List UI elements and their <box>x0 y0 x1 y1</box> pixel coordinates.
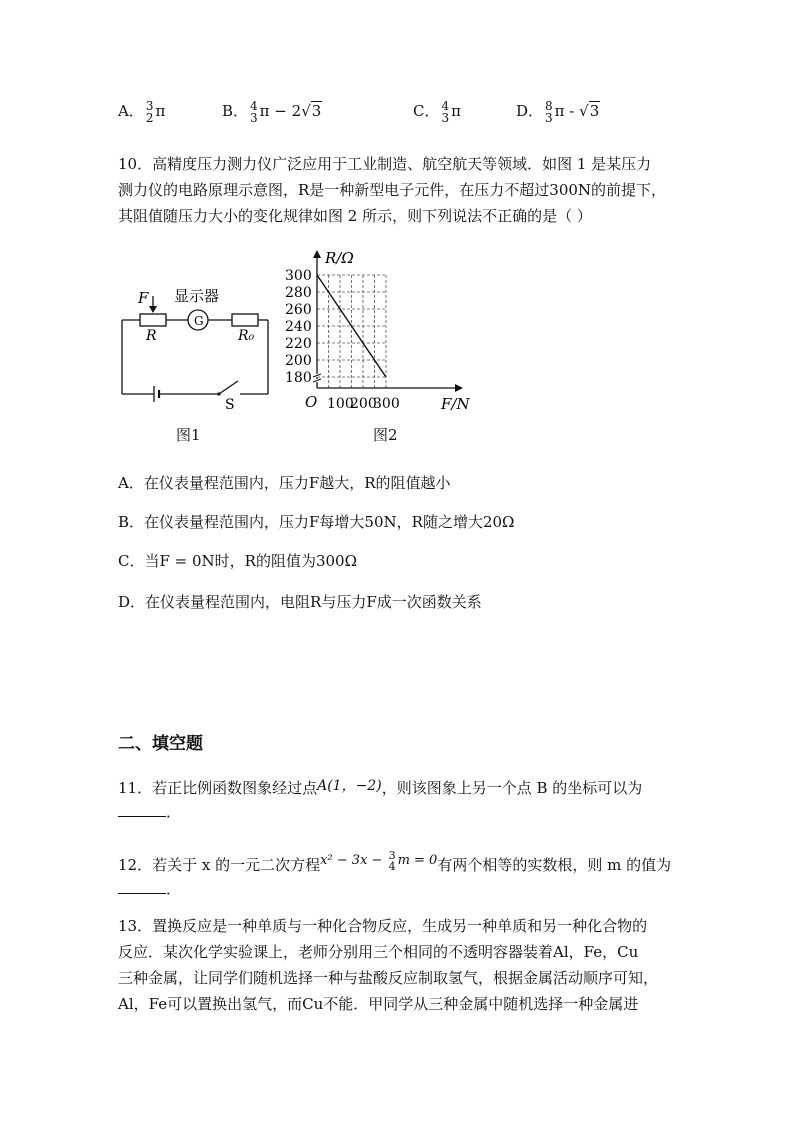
q13-line-2: 反应．某次化学实验课上，老师分别用三个相同的不透明容器装着Al，Fe，Cu <box>118 943 639 961</box>
expr: π − 2 <box>259 102 302 120</box>
y-tick-label: 180 <box>285 370 312 386</box>
resistor-r <box>140 314 166 326</box>
y-tick-label: 300 <box>285 268 312 284</box>
label-f: F <box>138 289 149 307</box>
q11-text: 11．若正比例函数图象经过点 <box>118 779 318 797</box>
fraction <box>250 100 258 124</box>
denominator: 3 <box>250 111 258 125</box>
y-axis-label: R/Ω <box>325 249 354 267</box>
option-b-label: B． <box>222 102 249 120</box>
q13-line-4: Al，Fe可以置换出氢气，而Cu不能．甲同学从三种金属中随机选择一种金属进 <box>118 995 639 1013</box>
chart-grid <box>317 275 386 388</box>
numerator: 8 <box>545 99 553 113</box>
denominator: 4 <box>388 859 396 873</box>
q10-option-d: D．在仪表量程范围内，电阻R与压力F成一次函数关系 <box>118 593 482 611</box>
q11-end: ． <box>166 803 182 821</box>
figure-1-caption: 图1 <box>176 426 201 444</box>
eq-part: x² − 3x − <box>320 853 387 868</box>
option-a <box>118 100 165 124</box>
numerator: 4 <box>441 99 450 113</box>
answer-blank[interactable] <box>118 879 166 894</box>
option-c <box>413 100 461 124</box>
pi: π <box>155 102 166 120</box>
denominator: 3 <box>545 111 553 125</box>
q12-line-1 <box>118 848 671 878</box>
label-s: S <box>225 397 235 410</box>
radicand: 3 <box>311 102 322 120</box>
numerator: 3 <box>388 848 396 862</box>
q10-line-2: 测力仪的电路原理示意图，R是一种新型电子元件，在压力不超过300N的前提下， <box>118 181 667 199</box>
section-title: 二、填空题 <box>118 734 203 754</box>
q12-equation <box>320 848 438 873</box>
y-tick-label: 220 <box>285 336 312 352</box>
label-display: 显示器 <box>174 287 220 305</box>
option-d-label: D． <box>516 102 544 120</box>
sqrt-sign: √ <box>301 102 311 120</box>
y-tick-label: 280 <box>285 285 312 301</box>
eq-part: m = 0 <box>397 853 438 868</box>
q12-text: 12．若关于 x 的一元二次方程 <box>118 856 321 874</box>
eq-fraction <box>389 850 396 872</box>
q10-option-a: A．在仪表量程范围内，压力F越大，R的阻值越小 <box>118 474 451 492</box>
fraction <box>441 100 449 124</box>
option-c-label: C． <box>413 102 440 120</box>
x-tick-label: 100 <box>327 396 354 412</box>
force-arrow <box>149 306 157 313</box>
answer-blank[interactable] <box>118 802 166 817</box>
q10-option-c: C．当F = 0N时，R的阻值为300Ω <box>118 552 358 570</box>
y-tick-label: 240 <box>285 319 312 335</box>
figure-2-caption: 图2 <box>373 426 398 444</box>
denominator: 3 <box>441 111 450 125</box>
radicand: 3 <box>589 102 600 120</box>
resistor-r0 <box>232 314 258 326</box>
q11-rest: ，则该图象上另一个点 B 的坐标可以为 <box>381 779 643 797</box>
numerator: 4 <box>250 99 258 113</box>
label-r0: R₀ <box>238 328 255 344</box>
fraction <box>545 100 553 124</box>
origin-label: O <box>305 393 318 411</box>
q10-option-b: B．在仪表量程范围内，压力F每增大50N，R随之增大20Ω <box>118 513 515 531</box>
numerator: 3 <box>145 99 154 113</box>
option-b <box>222 100 322 124</box>
fraction <box>146 100 154 124</box>
circuit-diagram <box>110 280 280 410</box>
q10-line-1: 10．高精度压力测力仪广泛应用于工业制造、航空航天等领域．如图 1 是某压力 <box>118 155 652 173</box>
x-axis-arrow <box>455 384 463 392</box>
q11-line-2 <box>118 799 181 825</box>
y-axis-arrow <box>313 250 321 258</box>
q11-line-1 <box>118 773 642 801</box>
x-tick-label: 200 <box>350 396 377 412</box>
y-tick-label: 200 <box>285 353 312 369</box>
q12-line-2 <box>118 876 181 902</box>
q13-line-3: 三种金属，让同学们随机选择一种与盐酸反应制取氢气，根据金属活动顺序可知， <box>118 969 659 987</box>
switch-lever <box>219 381 238 394</box>
pi: π <box>451 102 461 120</box>
option-d <box>516 100 600 124</box>
x-tick-label: 300 <box>373 396 400 412</box>
option-a-label: A． <box>118 102 144 120</box>
q13-line-1: 13．置换反应是一种单质与一种化合物反应，生成另一种单质和另一种化合物的 <box>118 917 648 935</box>
q12-rest: 有两个相等的实数根，则 m 的值为 <box>437 856 672 874</box>
q10-line-3: 其阻值随压力大小的变化规律如图 2 所示，则下列说法不正确的是（ ） <box>118 207 592 225</box>
q11-point: A(1，−2) <box>317 778 382 794</box>
x-axis-label: F/N <box>441 395 470 413</box>
q12-end: ． <box>166 880 182 898</box>
expr: π - <box>554 102 580 120</box>
resistance-force-chart <box>283 246 473 416</box>
denominator: 2 <box>145 111 154 125</box>
sqrt-sign: √ <box>579 102 589 120</box>
y-tick-label: 260 <box>285 302 312 318</box>
label-g: G <box>194 314 204 328</box>
label-r: R <box>146 328 157 344</box>
